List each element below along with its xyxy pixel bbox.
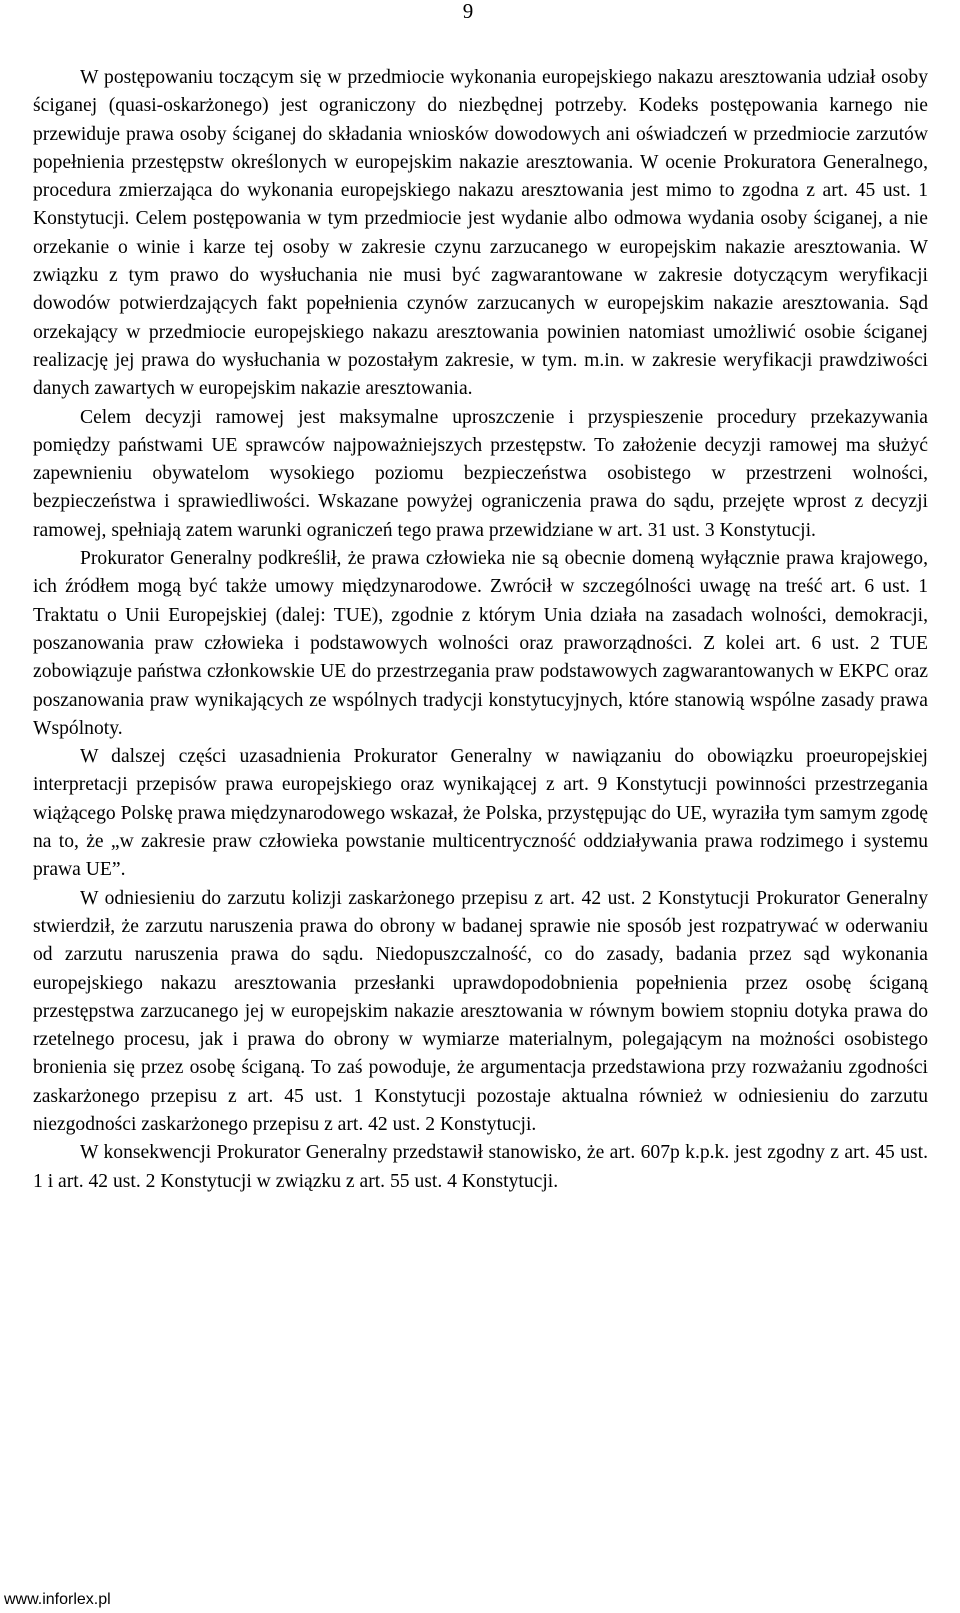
paragraph-6: W konsekwencji Prokurator Generalny przedstawił stanowisko, że art. 607p k.p.k. jest zgodny z art. 45 ust. 1 i art. 42 ust. 2 Konstytucji w związku z art. 55 ust. 4 Konstytucji. [33,1142,928,1192]
paragraph-1: W postępowaniu toczącym się w przedmiocie wykonania europejskiego nakazu aresztowania udział osoby ściganej (quasi-oskarżonego) jest ograniczony do niezbędnej potrzeby. Kodeks postępowania karnego nie przewiduje prawa osoby ściganej do składania wniosków dowodowych ani oświadczeń w przedmiocie zarzutów popełnienia przestępstw określonych w europejskim nakazie aresztowania. W ocenie Prokuratora Generalnego, procedura zmierzająca do wykonania europejskiego nakazu aresztowania jest mimo to zgodna z art. 45 ust. 1 Konstytucji. Celem postępowania w tym przedmiocie jest wydanie albo odmowa wydania osoby ściganej, a nie orzekanie o winie i karze tej osoby w zakresie czynu zarzucanego w europejskim nakazie aresztowania. W związku z tym prawo do wysłuchania nie musi być zagwarantowane w zakresie dotyczącym weryfikacji dowodów potwierdzających fakt popełnienia czynów zarzucanych w europejskim nakazie aresztowania. Sąd orzekający w przedmiocie europejskiego nakazu aresztowania powinien natomiast umożliwić osobie ściganej realizację jej prawa do wysłuchania w pozostałym zakresie, w tym. m.in. w zakresie weryfikacji prawdziwości danych zawartych w europejskim nakazie aresztowania. [33,67,928,400]
page-number: 9 [462,0,474,23]
document-body [33,64,928,1196]
paragraph-2: Celem decyzji ramowej jest maksymalne uproszczenie i przyspieszenie procedury przekazywania pomiędzy państwami UE sprawców najpoważniejszych przestępstw. To założenie decyzji ramowej ma służyć zapewnieniu obywatelom wysokiego poziomu bezpieczeństwa osobistego w przestrzeni wolności, bezpieczeństwa i sprawiedliwości. Wskazane powyżej ograniczenia prawa do sądu, przejęte wprost z decyzji ramowej, spełniają zatem warunki ograniczeń tego prawa przewidziane w art. 31 ust. 3 Konstytucji. [33,406,928,541]
paragraph-5: W odniesieniu do zarzutu kolizji zaskarżonego przepisu z art. 42 ust. 2 Konstytucji Prokurator Generalny stwierdził, że zarzutu naruszenia prawa do obrony w badanej sprawie nie sposób jest rozpatrywać w oderwaniu od zarzutu naruszenia prawa do sądu. Niedopuszczalność, co do zasady, badania przez sąd wykonania europejskiego nakazu aresztowania przesłanki uprawdopodobnienia popełnienia przez osobę ściganą przestępstwa zarzucanego jej w europejskim nakazie aresztowania w równym bowiem stopniu dotyka prawa do rzetelnego procesu, jak i prawa do obrony w wymiarze materialnym, polegającym na możności osobistego bronienia się przez osobę ściganą. To zaś powoduje, że argumentacja przedstawiona przy rozważaniu zgodności zaskarżonego przepisu z art. 45 ust. 1 Konstytucji pozostaje aktualna również w odniesieniu do zarzutu niezgodności zaskarżonego przepisu z art. 42 ust. 2 Konstytucji. [33,887,928,1135]
paragraph-4: W dalszej części uzasadnienia Prokurator Generalny w nawiązaniu do obowiązku proeuropejskiej interpretacji przepisów prawa europejskiego oraz wynikającej z art. 9 Konstytucji powinności przestrzegania wiążącego Polskę prawa międzynarodowego wskazał, że Polska, przystępując do UE, wyraziła tym samym zgodę na to, że „w zakresie praw człowieka powstanie multicentryczność oddziaływania prawa rodzimego i systemu prawa UE”. [33,746,928,881]
footer-website-link[interactable]: www.inforlex.pl [4,1591,111,1608]
paragraph-3: Prokurator Generalny podkreślił, że prawa człowieka nie są obecnie domeną wyłącznie prawa krajowego, ich źródłem mogą być także umowy międzynarodowe. Zwrócił w szczególności uwagę na treść art. 6 ust. 1 Traktatu o Unii Europejskiej (dalej: TUE), zgodnie z którym Unia działa na zasadach wolności, demokracji, poszanowania praw człowieka i podstawowych wolności oraz praworządności. Z kolei art. 6 ust. 2 TUE zobowiązuje państwa członkowskie UE do przestrzegania praw podstawowych zagwarantowanych w EKPC oraz poszanowania praw wynikających ze wspólnych tradycji konstytucyjnych, które stanowią wspólne zasady prawa Wspólnoty. [33,548,928,739]
